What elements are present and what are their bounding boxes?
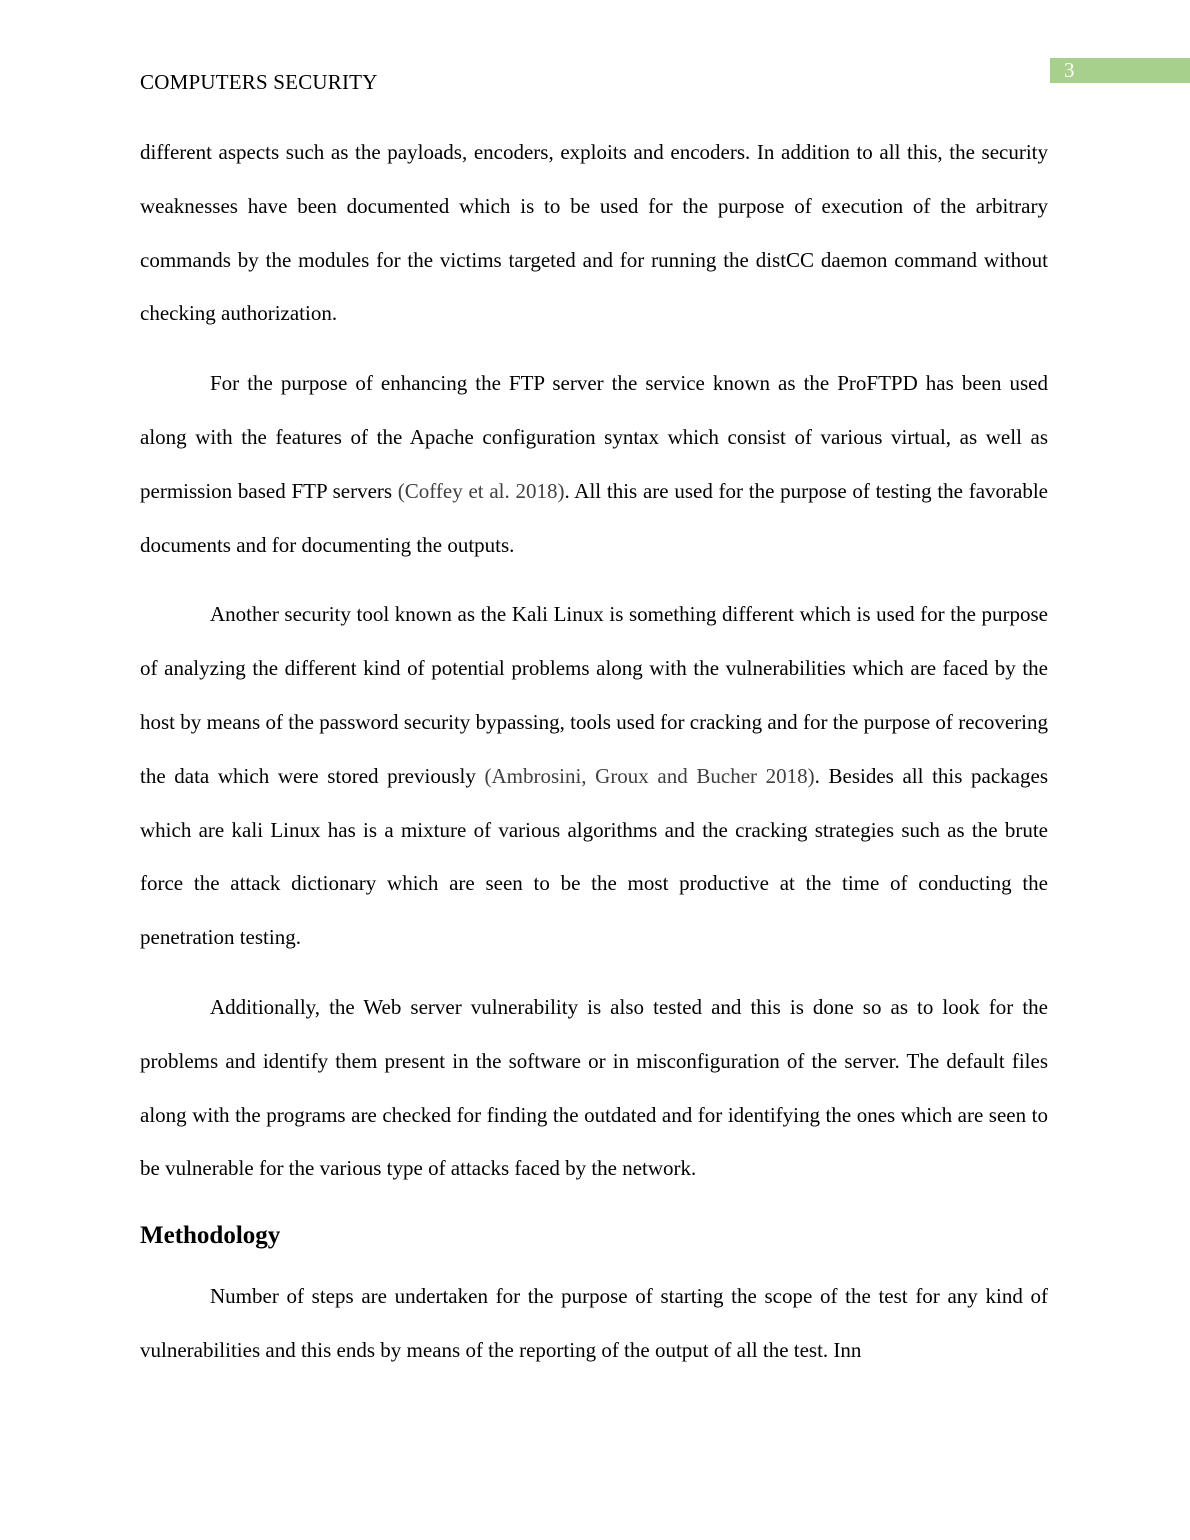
paragraph-3-text-b: . Besides all this packages which are kali Linux has is a mixture of various algorithms and the cracking strategies such as the brute force the attack dictionary which are seen to be the most productive at the time of conducting the penetration testing. bbox=[140, 763, 1048, 950]
document-body bbox=[140, 126, 1048, 1378]
running-head: COMPUTERS SECURITY bbox=[140, 70, 378, 94]
paragraph-3-text-a: Another security tool known as the Kali Linux is something different which is used for the purpose of analyzing the different kind of potential problems along with the vulnerabilities which are faced by the host by means of the password security bypassing, tools used for cracking and for the purpose of recovering the data which were stored previously bbox=[140, 602, 1048, 788]
citation-ambrosini: (Ambrosini, Groux and Bucher 2018) bbox=[484, 763, 815, 788]
page-number-badge bbox=[1050, 58, 1190, 83]
paragraph-5: Number of steps are undertaken for the purpose of starting the scope of the test for any kind of vulnerabilities and this ends by means of the reporting of the output of all the test. Inn bbox=[140, 1284, 1048, 1362]
paragraph-4: Additionally, the Web server vulnerability is also tested and this is done so as to look for the problems and identify them present in the software or in misconfiguration of the server. The default files along with the programs are checked for finding the outdated and for identifying the ones which are seen to be vulnerable for the various type of attacks faced by the network. bbox=[140, 994, 1048, 1181]
section-heading-methodology: Methodology bbox=[140, 1222, 281, 1250]
paragraph-1: different aspects such as the payloads, encoders, exploits and encoders. In addition to all this, the security weaknesses have been documented which is to be used for the purpose of execution of the arbitrary commands by the modules for the victims targeted and for running the distCC daemon command without checking authorization. bbox=[140, 140, 1048, 326]
paragraph-2-text-b: . All this are used for the purpose of testing the favorable documents and for documenting the outputs. bbox=[140, 478, 1049, 557]
page-number: 3 bbox=[1064, 58, 1075, 82]
citation-coffey: (Coffey et al. 2018) bbox=[397, 478, 565, 503]
paragraph-2-text-a: For the purpose of enhancing the FTP server the service known as the ProFTPD has been used along with the features of the Apache configuration syntax which consist of various virtual, as well as permission based FTP servers bbox=[140, 371, 1048, 503]
paragraph-2 bbox=[140, 357, 1048, 572]
paragraph-3 bbox=[140, 588, 1048, 965]
